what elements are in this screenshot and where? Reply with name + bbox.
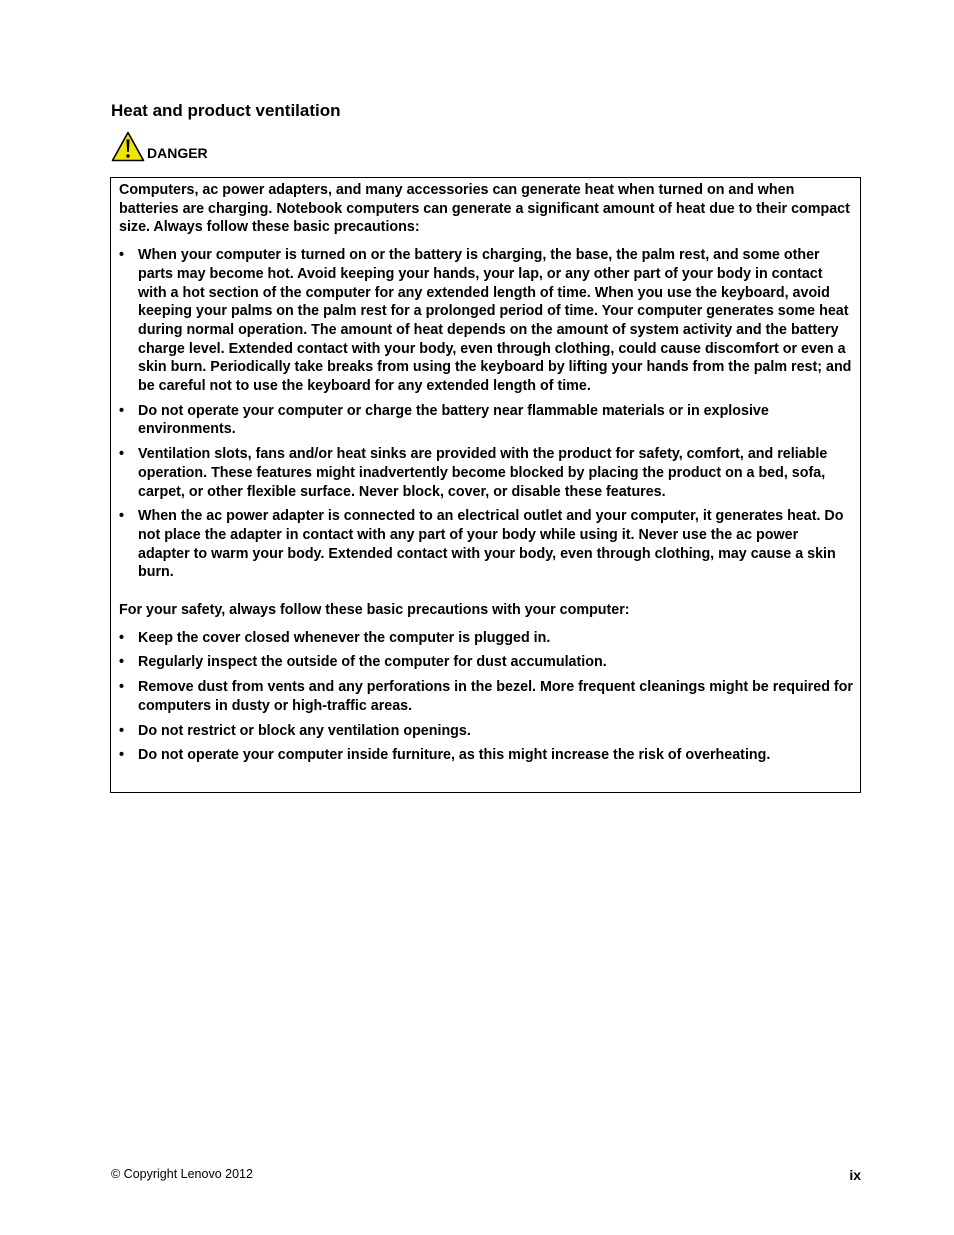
- footer-copyright: © Copyright Lenovo 2012: [111, 1167, 253, 1181]
- danger-box: [110, 177, 861, 793]
- page-heading: Heat and product ventilation: [111, 101, 341, 120]
- list-item: • Do not restrict or block any ventilation openings.: [119, 722, 853, 741]
- list-item: • Do not operate your computer or charge the battery near flammable materials or in explosive environments.: [119, 402, 853, 439]
- safety-intro: For your safety, always follow these basic precautions with your computer:: [119, 602, 630, 619]
- warning-triangle-icon: [111, 131, 145, 162]
- danger-label: DANGER: [147, 145, 208, 161]
- list-item: • Regularly inspect the outside of the computer for dust accumulation.: [119, 653, 853, 672]
- list-item: • Remove dust from vents and any perforations in the bezel. More frequent cleanings might be required for computers in dusty or high-traffic areas.: [119, 678, 853, 715]
- list-item: • Ventilation slots, fans and/or heat sinks are provided with the product for safety, comfort, and reliable operation. These features might inadvertently become blocked by placing the product on a bed, sofa, carpet, or other flexible surface. Never block, cover, or disable these features.: [119, 445, 853, 501]
- precautions-list: [119, 246, 853, 582]
- danger-notice-header: [111, 128, 208, 162]
- safety-list: [119, 629, 853, 765]
- footer-page-number: ix: [849, 1167, 861, 1183]
- list-item: • When your computer is turned on or the battery is charging, the base, the palm rest, and some other parts may become hot. Avoid keeping your hands, your lap, or any other part of your body in contact with a hot section of the computer for any extended length of time. When you use the keyboard, avoid keeping your palms on the palm rest for a prolonged period of time. Your computer generates some heat during normal operation. The amount of heat depends on the amount of system activity and the battery charge level. Extended contact with your body, even through clothing, could cause discomfort or even a skin burn. Periodically take breaks from using the keyboard by lifting your hands from the palm rest; and be careful not to use the keyboard for any extended length of time.: [119, 246, 853, 396]
- list-item: • Do not operate your computer inside furniture, as this might increase the risk of overheating.: [119, 746, 853, 765]
- danger-intro: Computers, ac power adapters, and many accessories can generate heat when turned on and when batteries are charging. Notebook computers can generate a significant amount of heat due to their compact size. Always follow these basic precautions:: [119, 182, 850, 236]
- list-item: • Keep the cover closed whenever the computer is plugged in.: [119, 629, 853, 648]
- list-item: • When the ac power adapter is connected to an electrical outlet and your computer, it generates heat. Do not place the adapter in contact with any part of your body while using it. Never use the ac power adapter to warm your body. Extended contact with your body, even through clothing, may cause a skin burn.: [119, 507, 853, 582]
